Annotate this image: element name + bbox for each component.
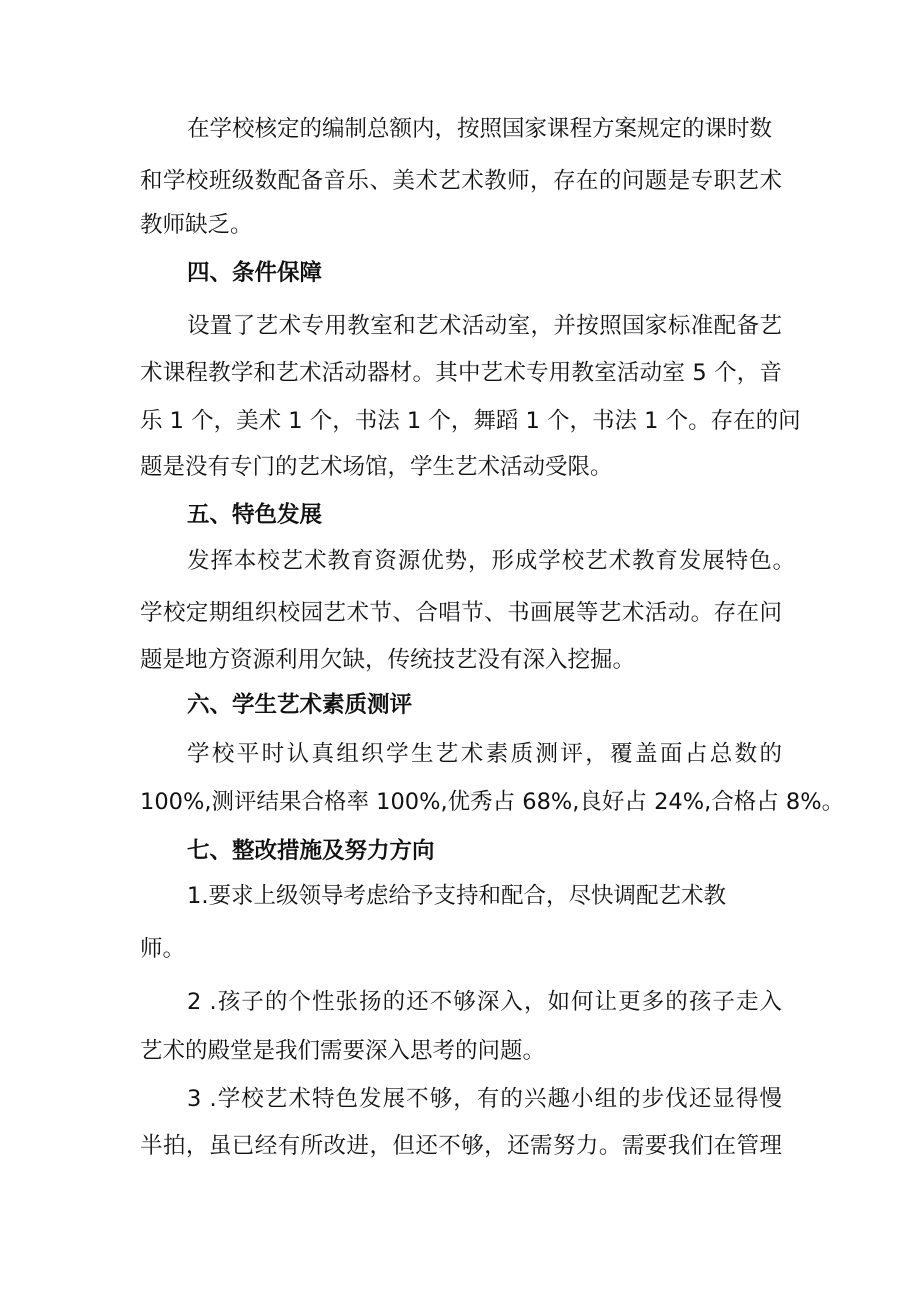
staffing-line-2: 和学校班级数配备音乐、美术艺术教师，存在的问题是专职艺术 xyxy=(140,168,782,194)
conditions-line-2: 术课程教学和艺术活动器材。其中艺术专用教室活动室 5 个，音 xyxy=(140,360,782,386)
measure-1-line-1: 1.要求上级领导考虑给予支持和配合，尽快调配艺术教 xyxy=(187,883,726,909)
measure-1-line-2: 师。 xyxy=(140,936,186,962)
evaluation-line-2: 100%,测评结果合格率 100%,优秀占 68%,良好占 24%,合格占 8%。 xyxy=(140,789,845,815)
measure-3-line-1: 3 .学校艺术特色发展不够，有的兴趣小组的步伐还显得慢 xyxy=(187,1086,782,1112)
conditions-line-4: 题是没有专门的艺术场馆，学生艺术活动受限。 xyxy=(140,454,613,480)
measure-3-line-2: 半拍，虽已经有所改进，但还不够，还需努力。需要我们在管理 xyxy=(140,1133,782,1159)
features-line-2: 学校定期组织校园艺术节、合唱节、书画展等艺术活动。存在问 xyxy=(140,600,782,626)
conditions-line-1: 设置了艺术专用教室和艺术活动室，并按照国家标准配备艺 xyxy=(187,313,782,339)
measure-2-line-2: 艺术的殿堂是我们需要深入思考的问题。 xyxy=(140,1038,546,1064)
section-heading-features: 五、特色发展 xyxy=(187,502,323,528)
conditions-line-3: 乐 1 个，美术 1 个，书法 1 个，舞蹈 1 个，书法 1 个。存在的问 xyxy=(140,408,801,434)
section-heading-evaluation: 六、学生艺术素质测评 xyxy=(187,692,413,718)
evaluation-line-1: 学校平时认真组织学生艺术素质测评，覆盖面占总数的 xyxy=(187,741,782,767)
section-heading-measures: 七、整改措施及努力方向 xyxy=(187,838,435,864)
measure-2-line-1: 2 .孩子的个性张扬的还不够深入，如何让更多的孩子走入 xyxy=(187,989,782,1015)
features-line-1: 发挥本校艺术教育资源优势，形成学校艺术教育发展特色。 xyxy=(187,548,795,574)
staffing-line-1: 在学校核定的编制总额内，按照国家课程方案规定的课时数 xyxy=(187,116,773,142)
features-line-3: 题是地方资源利用欠缺，传统技艺没有深入挖掘。 xyxy=(140,647,636,673)
section-heading-conditions: 四、条件保障 xyxy=(187,260,323,286)
staffing-line-3: 教师缺乏。 xyxy=(140,212,253,238)
